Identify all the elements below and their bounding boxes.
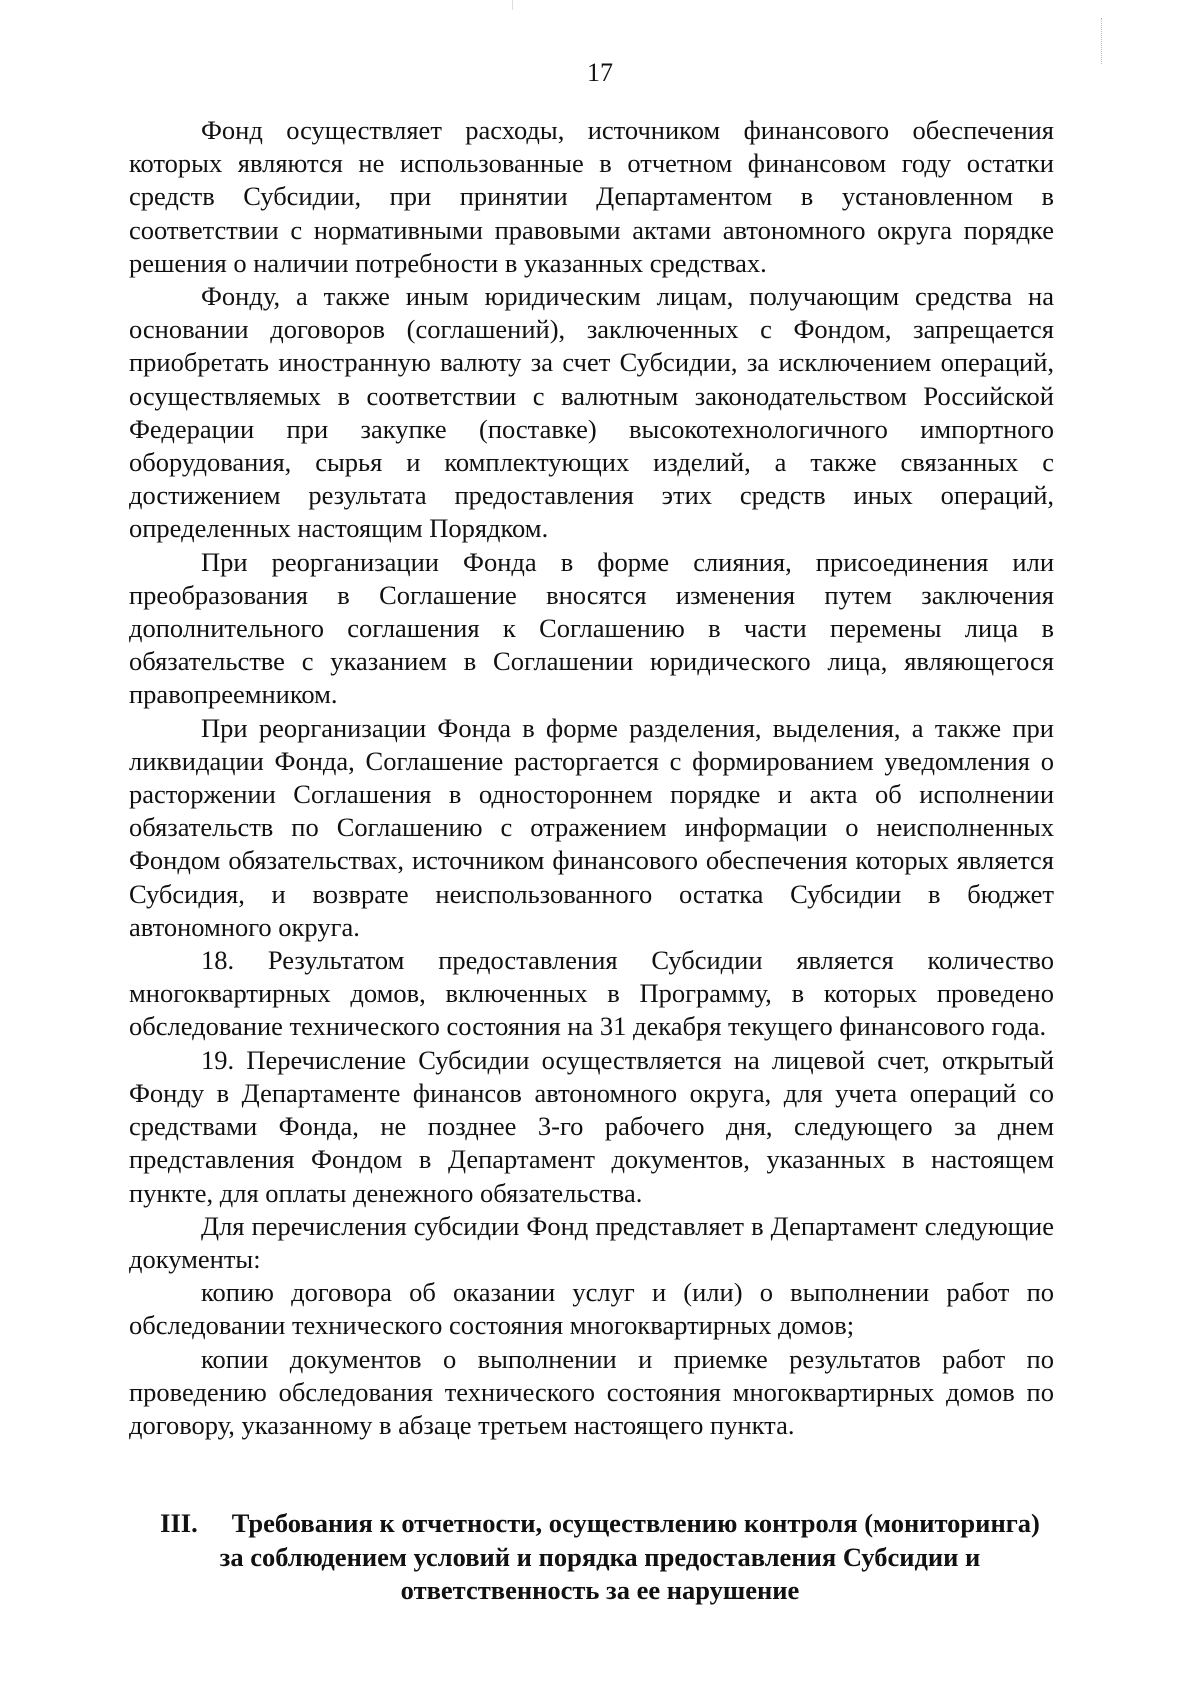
paragraph-reorganization-division: При реорганизации Фонда в форме разделения, выделения, а также при ликвидации Фонда, Соглашение расторгается с формированием уведомления о расторжении Соглашения в одностороннем порядке и акта об исполнении обязательств по Соглашению с отражением информации о неисполненных Фондом обязательствах, источником финансового обеспечения которых является Субсидия, и возврате неиспользованного остатка Субсидии в бюджет автономного округа.: [129, 712, 1054, 942]
paragraph-item-19: 19. Перечисление Субсидии осуществляется на лицевой счет, открытый Фонду в Департаменте финансов автономного округа, для учета операций со средствами Фонда, не позднее 3-го рабочего дня, следующего за днем представления Фондом в Департамент документов, указанных в настоящем пункте, для оплаты денежного обязательства.: [129, 1044, 1054, 1208]
paragraph-documents-intro: Для перечисления субсидии Фонд представляет в Департамент следующие документы:: [129, 1210, 1054, 1274]
scan-artifact: [512, 0, 513, 10]
paragraph-currency-prohibition: Фонду, а также иным юридическим лицам, получающим средства на основании договоров (соглашений), заключенных с Фондом, запрещается приобретать иностранную валюту за счет Субсидии, за исключением операций, осуществляемых в соответствии с валютным законодательством Российской Федерации при закупке (поставке) высокотехнологичного импортного оборудования, сырья и комплектующих изделий, а также связанных с достижением результата предоставления этих средств иных операций, определенных настоящим Порядком.: [129, 281, 1054, 544]
paragraph-reorganization-merger: При реорганизации Фонда в форме слияния, присоединения или преобразования в Соглашение вносятся изменения путем заключения дополнительного соглашения к Соглашению в части перемены лица в обязательстве с указанием в Соглашении юридического лица, являющегося правопреемником.: [129, 546, 1054, 710]
section-number: III.: [160, 1508, 198, 1538]
page-number: 17: [587, 58, 613, 87]
body-text: [129, 114, 1054, 1442]
paragraph-contract-copy: копию договора об оказании услуг и (или) о выполнении работ по обследовании технического состояния многоквартирных домов;: [129, 1277, 1054, 1341]
section-heading: [150, 1507, 1050, 1608]
paragraph-acceptance-documents: копии документов о выполнении и приемке результатов работ по проведению обследования технического состояния многоквартирных домов по договору, указанному в абзаце третьем настоящего пункта.: [129, 1343, 1054, 1440]
paragraph-fund-expenses: Фонд осуществляет расходы, источником финансового обеспечения которых являются не использованные в отчетном финансовом году остатки средств Субсидии, при принятии Департаментом в установленном в соответствии с нормативными правовыми актами автономного округа порядке решения о наличии потребности в указанных средствах.: [129, 115, 1054, 278]
paragraph-item-18: 18. Результатом предоставления Субсидии является количество многоквартирных домов, включенных в Программу, в которых проведено обследование технического состояния на 31 декабря текущего финансового года.: [129, 945, 1054, 1042]
section-title: Требования к отчетности, осуществлению контроля (мониторинга) за соблюдением условий и порядка предоставления Субсидии и ответственность за ее нарушение: [219, 1508, 1040, 1605]
